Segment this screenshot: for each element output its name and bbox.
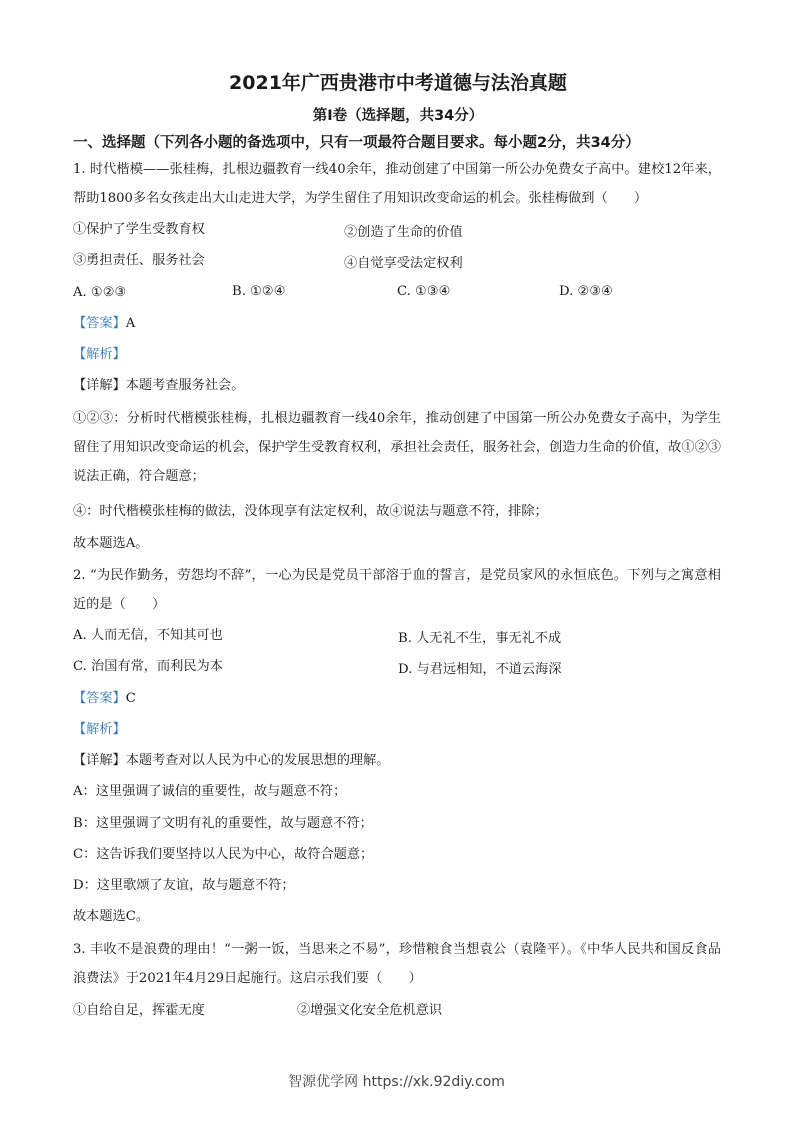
site-footer-watermark: 智源优学网 https://xk.92diy.com (288, 1074, 505, 1090)
q1-explanation-1: ①②③：分析时代楷模张桂梅，扎根边疆教育一线40余年，推动创建了中国第一所公办免费女子高中，为学生留住了用知识改变命运的机会，保护学生受教育权利，承担社会责任，服务社会，创造力生命的价值，故①②③说法正确，符合题意； (73, 411, 721, 484)
section-heading: 一、选择题（下列各小题的备选项中，只有一项最符合题目要求。每小题2分，共34分） (73, 135, 640, 151)
q2-choice-d: D. 与君远相知，不道云海深 (398, 662, 562, 677)
q1-stem: 1. 时代楷模——张桂梅，扎根边疆教育一线40余年，推动创建了中国第一所公办免费女子高中。建校12年来，帮助1800多名女孩走出大山走进大学，为学生留住了用知识改变命运的机会。张桂梅做到（ ） (73, 162, 721, 206)
answer-value: C (125, 691, 136, 706)
q1-choice-b: B. ①②④ (232, 284, 286, 299)
q1-choice-a: A. ①②③ (73, 285, 127, 300)
q2-choice-c: C. 治国有常，而利民为本 (73, 659, 223, 674)
q2-stem: 2. “为民作勤务，劳怨均不辞”，一心为民是党员干部溶于血的誓言，是党员家风的永恒底色。下列与之寓意相近的是（ ） (73, 568, 721, 612)
q1-option-3: ③勇担责任、服务社会 (73, 253, 205, 268)
q1-option-2: ②创造了生命的价值 (344, 225, 463, 240)
detail-tag: 【详解】 (73, 753, 126, 768)
detail-text: 本题考查对以人民为中心的发展思想的理解。 (125, 753, 390, 768)
q3-stem: 3. 丰收不是浪费的理由！“一粥一饭，当思来之不易”，珍惜粮食当想袁公（袁隆平）。《中华人民共和国反食品浪费法》于2021年4月29日起施行。这启示我们要（ ） (73, 942, 721, 986)
q1-option-1: ①保护了学生受教育权 (73, 222, 205, 237)
q2-choice-a: A. 人而无信，不知其可也 (73, 628, 223, 643)
answer-value: A (125, 316, 136, 331)
q2-explanation-b: B：这里强调了文明有礼的重要性，故与题意不符； (73, 816, 373, 831)
detail-text: 本题考查服务社会。 (125, 378, 245, 393)
q1-detail (73, 377, 244, 395)
answer-tag: 【答案】 (73, 316, 126, 331)
q2-choice-b: B. 人无礼不生，事无礼不成 (398, 631, 562, 646)
page-title: 2021年广西贵港市中考道德与法治真题 (229, 72, 567, 94)
detail-tag: 【详解】 (73, 378, 126, 393)
q1-option-4: ④自觉享受法定权利 (344, 256, 463, 271)
q3-option-1: ①自给自足，挥霍无度 (73, 1003, 205, 1018)
q2-answer (73, 690, 136, 708)
q1-choice-c: C. ①③④ (397, 284, 451, 299)
q1-choice-d: D. ②③④ (559, 284, 613, 299)
q2-explanation-c: C：这告诉我们要坚持以人民为中心，故符合题意； (73, 847, 374, 862)
q1-explanation-2: ④：时代楷模张桂梅的做法，没体现享有法定权利，故④说法与题意不符，排除； (73, 504, 548, 519)
q2-conclusion: 故本题选C。 (73, 909, 150, 924)
answer-tag: 【答案】 (73, 691, 126, 706)
q1-answer (73, 315, 135, 333)
part-subtitle: 第Ⅰ卷（选择题，共34分） (312, 108, 484, 124)
q3-option-2: ②增强文化安全危机意识 (297, 1003, 443, 1018)
q1-conclusion: 故本题选A。 (73, 536, 149, 551)
q2-detail (73, 752, 390, 770)
q2-explanation-d: D：这里歌颂了友谊，故与题意不符； (73, 878, 295, 893)
q2-analysis-tag: 【解析】 (73, 722, 126, 737)
q2-explanation-a: A：这里强调了诚信的重要性，故与题意不符； (73, 784, 347, 799)
q1-analysis-tag: 【解析】 (73, 347, 126, 362)
